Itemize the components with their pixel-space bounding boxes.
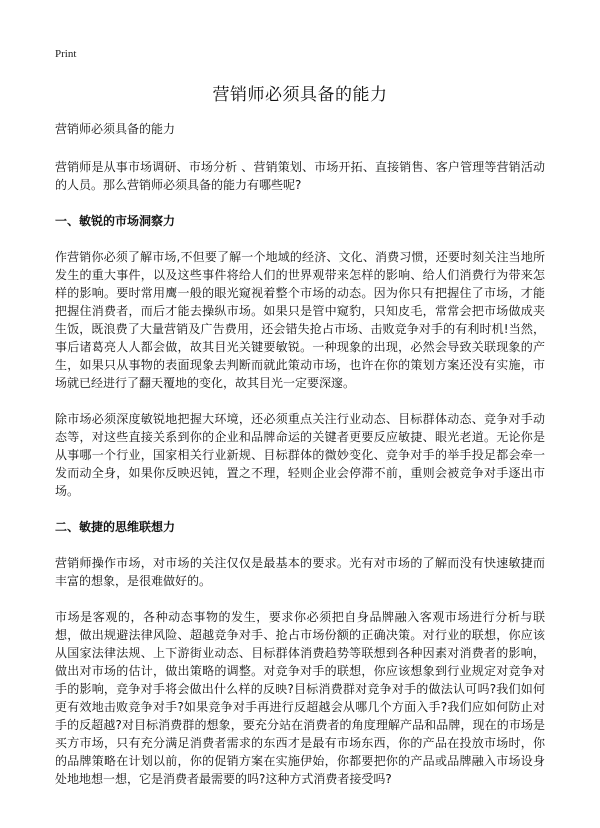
print-label: Print <box>55 48 77 60</box>
section-heading: 一、敏锐的市场洞察力 <box>55 214 176 228</box>
section-paragraph: 作营销你必须了解市场,不但要了解一个地域的经济、文化、消费习惯，还要时刻关注当地所发生的重大事件，以及这些事件将给人们的世界观带来怎样的影响、给人们消费行为带来怎样的影响。要时常用鹰一般的眼光窥视着整个市场的动态。因为你只有把握住了市场，才能把握住消费者，而后才能去操纵市场。如果只是管中窥豹，只知皮毛，常常会把市场做成夹生饭，既浪费了大量营销及广告费用，还会错失抢占市场、击败竞争对手的有利时机!当然，事后诸葛亮人人都会做，故其目光关键要敏锐。一种现象的出现，必然会导致关联现象的产生，如果只从事物的表面现象去判断而就此策动市场，也许在你的策划方案还没有实施，市场就已经进行了翻天覆地的变化，故其目光一定要深邃。 <box>55 250 545 390</box>
section-paragraph: 市场是客观的，各种动态事物的发生，要求你必须把自身品牌融入客观市场进行分析与联想，做出规避法律风险、超越竞争对手、抢占市场份额的正确决策。对行业的联想，你应该从国家法律法规、上下游街业动态、目标群体消费趋势等联想到各种因素对消费者的影响，做出对市场的估计，做出策略的调整。对竞争对手的联想，你应该想象到行业规定对竞争对手的影响，竞争对手将会做出什么样的反映?目标消费群对竞争对手的做法认可吗?我们如何更有效地击败竞争对手?如果竞争对手再进行反超越会从哪几个方面入手?我们应如何防止对手的反超越?对目标消费群的想象，要充分站在消费者的角度理解产品和品牌，现在的市场是买方市场，只有充分满足消费者需求的东西才是最有市场东西，你的产品在投放市场时，你的品牌策略在计划以前，你的促销方案在实施伊始，你都要把你的产品或品牌融入市场设身处地地想一想，它是消费者最需要的吗?这种方式消费者接受吗? <box>55 610 545 786</box>
section-heading: 二、敏捷的思维联想力 <box>55 520 176 534</box>
section-paragraph: 除市场必须深度敏锐地把握大环境，还必须重点关注行业动态、目标群体动态、竞争对手动态等，对这些直接关系到你的企业和品牌命运的关键者更要反应敏捷、眼光老道。无论你是从事哪一个行业，国家相关行业新规、目标群体的微妙变化、竞争对手的举手投足都会牵一发而动全身，如果你反映迟钝，置之不理，轻则企业会停滞不前，重则会被竞争对手逐出市场。 <box>55 412 545 498</box>
section-thinking-association <box>55 518 545 788</box>
section-market-insight <box>55 212 545 500</box>
article-body <box>55 120 545 806</box>
document-title: 营销师必须具备的能力 <box>212 85 388 105</box>
intro-paragraph: 营销师是从事市场调研、市场分析 、营销策划、市场开拓、直接销售、客户管理等营销活动的人员。那么营销师必须具备的能力有哪些呢? <box>55 160 545 192</box>
section-paragraph: 营销师操作市场，对市场的关注仅仅是最基本的要求。光有对市场的了解而没有快速敏捷而丰富的想象，是很难做好的。 <box>55 556 545 588</box>
article-subtitle: 营销师必须具备的能力 <box>55 122 176 136</box>
